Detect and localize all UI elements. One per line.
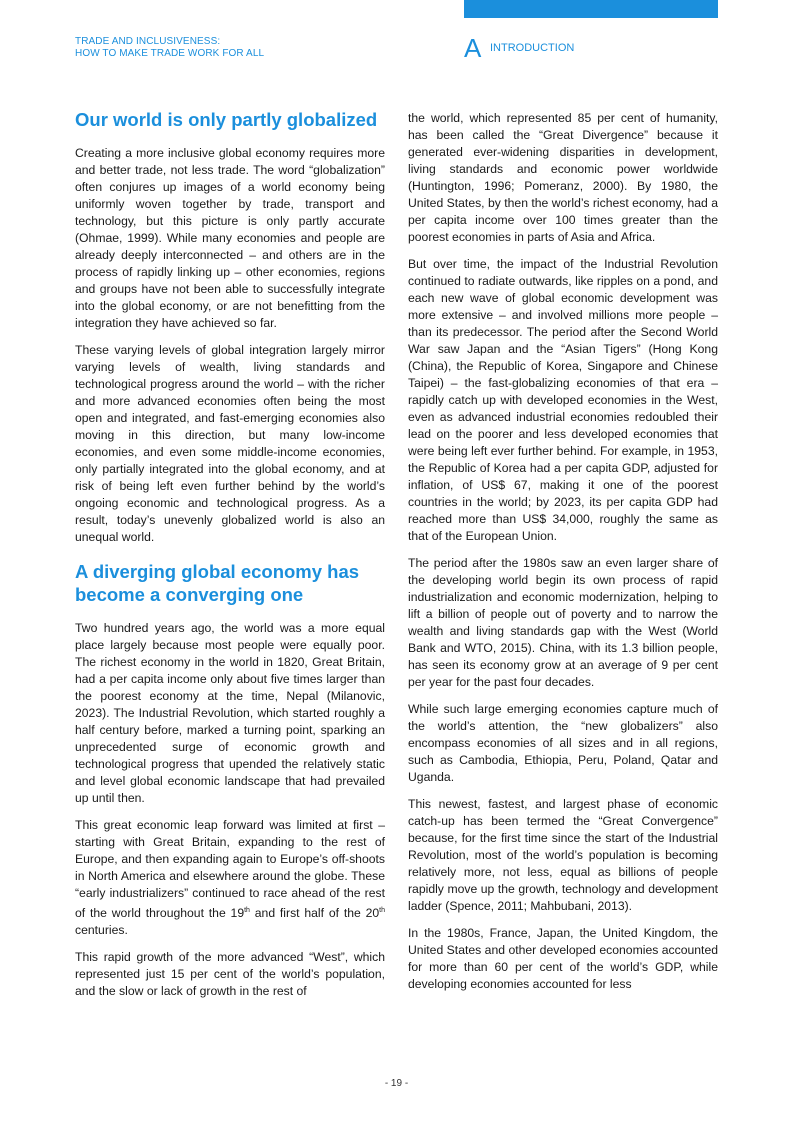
section-heading-partly-globalized: Our world is only partly globalized [75, 109, 378, 130]
body-paragraph: In the 1980s, France, Japan, the United Kingdom, the United States and other developed economies accounted for more than 60 per cent of the world’s GDP, while developing economies accounted for less [408, 926, 718, 991]
superscript: th [379, 907, 385, 914]
body-paragraph: Two hundred years ago, the world was a more equal place largely because most people were equally poor. The richest economy in the world in 1820, Great Britain, had a per capita income only about five times larger than the poorest economy at the time, Nepal (Milanovic, 2023). The Industrial Revolution, which started roughly a half century before, marked a turning point, sparking an unprecedented surge of economic growth and technological progress that upended the relatively static and level global economic landscape that had prevailed up until then. [75, 621, 385, 805]
body-paragraph: This rapid growth of the more advanced “West”, which represented just 15 per cent of the world’s population, and the slow or lack of growth in the rest of [75, 950, 385, 999]
body-paragraph: But over time, the impact of the Industrial Revolution continued to radiate outwards, like ripples on a pond, and each new wave of global economic development was more extensive – and involved millions more people – than its predecessor. The period after the Second World War saw Japan and the “Asian Tigers” (Hong Kong (China), the Republic of Korea, Singapore and Chinese Taipei) – the fast-globalizing economies of that era – rapidly catch up with developed economies in the West, even as advanced industrial economies redoubled their lead on the poorer and less developed economies that were being left ever further behind. For example, in 1953, the Republic of Korea had a per capita GDP, adjusted for inflation, of US$ 67, making it one of the poorest countries in the world; by 2023, its per capita GDP had reached more than US$ 34,000, roughly the same as that of the European Union. [408, 257, 718, 543]
text-run: This great economic leap forward was limited at first – starting with Great Britain, expanding to the rest of Europe, and then expanding again to Europe’s off-shoots in North America and elsewhere around the globe. These “early industrializers” continued to race ahead of the rest of the world throughout the 19 [75, 818, 385, 921]
chapter-letter: A [464, 33, 482, 63]
running-title [75, 36, 264, 60]
page-number: - 19 - [384, 1078, 409, 1089]
chapter-name: INTRODUCTION [490, 42, 575, 54]
text-run: centuries. [75, 923, 128, 938]
header-accent-bar [464, 0, 718, 18]
body-paragraph: These varying levels of global integration largely mirror varying levels of wealth, living standards and technological progress around the world – with the richer and more advanced economies often being the most open and integrated, and fast-emerging economies also moving in this direction, but many low-income economies, and even some middle-income economies, only partially integrated into the global economy, and at risk of being left even further behind by the world’s ongoing economic and technological progress. As a result, today’s unevenly globalized world is also an unequal world. [75, 343, 385, 544]
body-paragraph: The period after the 1980s saw an even larger share of the developing world begin its own process of rapid industrialization and economic modernization, helping to lift a billion of people out of poverty and to narrow the wealth and living standards gap with the West (World Bank and WTO, 2015). China, with its 1.3 billion people, has seen its economy grow at an average of 9 per cent per year for the past four decades. [408, 556, 718, 689]
text-run: and first half of the 20 [249, 906, 380, 921]
body-paragraph [75, 817, 385, 939]
body-paragraph: the world, which represented 85 per cent of humanity, has been called the “Great Divergence” because it generated ever-widening disparities in development, living standards and economic power worldwide (Huntington, 1996; Pomeranz, 2000). By 1980, the United States, by then the world’s richest economy, had a per capita income over 100 times greater than the poorest economies in parts of Asia and Africa. [408, 111, 718, 244]
running-title-line-2: HOW TO MAKE TRADE WORK FOR ALL [75, 48, 265, 59]
left-column [75, 108, 385, 1010]
running-title-line-1: TRADE AND INCLUSIVENESS: [75, 36, 221, 47]
right-column [408, 110, 718, 1003]
section-heading-diverging-economy: A diverging global economy has become a converging one [75, 561, 360, 605]
body-paragraph: While such large emerging economies capture much of the world’s attention, the “new globalizers” also encompass economies of all sizes and in all regions, such as Cambodia, Ethiopia, Peru, Poland, Qatar and Uganda. [408, 702, 718, 784]
body-paragraph: Creating a more inclusive global economy requires more and better trade, not less trade. The word “globalization” often conjures up images of a world economy being uniformly woven together by trade, transport and technology, but this picture is only partly accurate (Ohmae, 1999). While many economies and people are already deeply interconnected – and others are in the process of rapidly linking up – other economies, regions and groups have not been able to successfully integrate into the global economy, or are not benefitting from the integration they have achieved so far. [75, 146, 385, 330]
body-paragraph: This newest, fastest, and largest phase of economic catch-up has been termed the “Great Convergence” because, for the first time since the start of the Industrial Revolution, most of the world’s population is becoming relatively more, not less, equal as billions of people rapidly move up the growth, technology and development ladder (Spence, 2011; Mahbubani, 2013). [408, 797, 718, 913]
superscript: th [244, 907, 250, 914]
